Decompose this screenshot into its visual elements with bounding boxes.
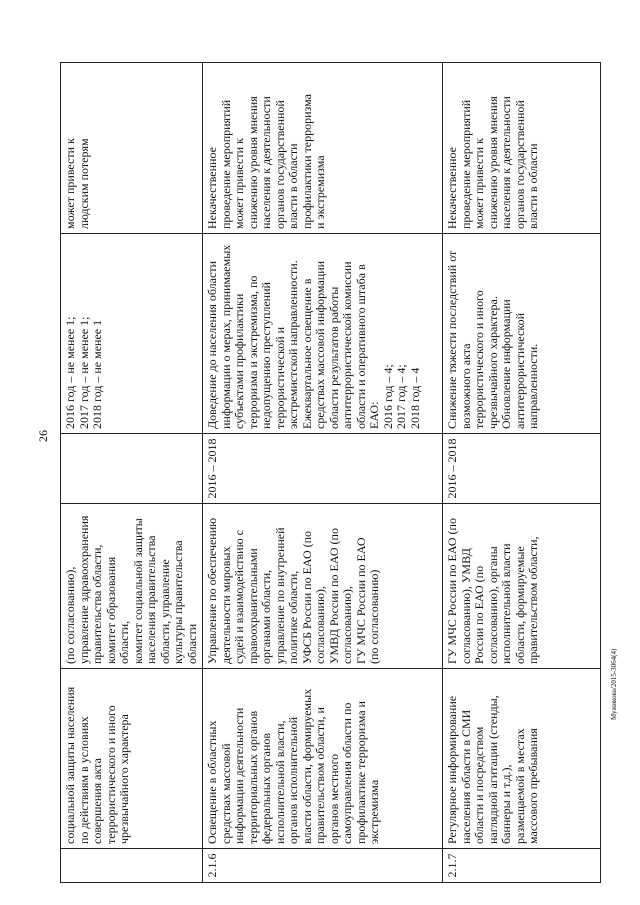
cell-expected-result-line: 2018 год – 4 xyxy=(407,367,422,429)
cell-expected-result-line: направленности. xyxy=(526,343,540,429)
cell-expected-result-line: 2018 год – не менее 1 xyxy=(90,319,104,429)
cell-risk-line: проведение мероприятий xyxy=(458,99,473,229)
cell-executors-line: управление здравоохранения xyxy=(76,515,91,664)
cell-measure-title-line: по действиям в условиях xyxy=(76,716,91,844)
cell-measure-title-line: массового пребывания xyxy=(526,728,540,844)
table-row xyxy=(203,63,443,883)
rotated-table-container xyxy=(60,63,600,883)
cell-expected-result-line: недопущению преступлений xyxy=(259,282,273,429)
cell-term: 2016 – 2018 xyxy=(203,434,443,504)
cell-measure-title-line: информации деятельности xyxy=(232,707,246,844)
cell-executors-line: судей и взаимодействию с xyxy=(232,530,246,664)
cell-measure-title-line: Освещение в областных xyxy=(205,720,219,844)
cell-executors xyxy=(203,504,443,669)
cell-expected-result-line: чрезвычайного характера. xyxy=(485,296,500,429)
cell-measure-title-line: средствах массовой xyxy=(218,743,233,844)
cell-executors-line: согласованию), органы xyxy=(485,546,500,664)
cell-term: 2016 – 2018 xyxy=(443,434,601,504)
cell-measure-title-line: размещаемой в местах xyxy=(512,728,527,844)
cell-executors-line: УМВД России по ЕАО (по xyxy=(326,528,341,664)
cell-number: 2.1.7 xyxy=(443,849,601,883)
cell-measure-title-line: террористического и иного xyxy=(103,705,118,844)
cell-risk-line: профилактики терроризма xyxy=(299,94,314,229)
table-row xyxy=(61,63,203,883)
cell-measure-title-line: самоуправления области по xyxy=(340,702,354,844)
cell-executors-line: России по ЕАО (по xyxy=(472,565,486,664)
cell-expected-result-line: информации о мерах, принимаемых xyxy=(218,244,233,429)
cell-risk-line: людским потерям xyxy=(76,138,91,229)
cell-executors xyxy=(443,504,601,669)
cell-number xyxy=(61,849,203,883)
cell-expected-result-line: субъектами профилактики xyxy=(232,293,246,429)
cell-executors-line: комитет социальной защиты xyxy=(130,518,145,664)
cell-executors-line: области xyxy=(184,623,199,664)
cell-risk xyxy=(443,63,601,234)
cell-executors-line: политике области, xyxy=(286,570,300,664)
cell-executors-line: деятельности мировых xyxy=(218,546,233,664)
cell-executors-line: ГУ МЧС России по ЕАО (по xyxy=(445,518,459,664)
cell-term xyxy=(61,434,203,504)
cell-measure-title-line: экстремизма xyxy=(367,779,381,844)
cell-measure-title-line: территориальных органов xyxy=(245,710,260,844)
cell-executors-line: (по согласованию) xyxy=(367,569,381,664)
cell-risk-line: снижению уровня мнения xyxy=(245,96,260,229)
cell-measure-title-line: наглядной агитации (стенды, xyxy=(485,695,500,844)
cell-expected-result-line: террористической и xyxy=(272,326,287,429)
cell-executors-line: согласованию), xyxy=(340,586,354,664)
cell-executors-line: правительства области, xyxy=(90,544,104,664)
cell-measure-title-line: населения области в СМИ xyxy=(458,709,473,844)
cell-measure-title xyxy=(61,669,203,849)
cell-expected-result-line: Ежеквартальное освещение в xyxy=(299,278,314,429)
cell-measure-title-line: баннеры и т.д.), xyxy=(499,764,513,844)
cell-expected-result-line: антитеррористической xyxy=(512,312,527,429)
cell-expected-result-line: 2017 год – не менее 1; xyxy=(76,316,91,429)
cell-measure-title-line: органов местного xyxy=(326,753,341,844)
cell-risk-line: населения к деятельности xyxy=(499,96,513,229)
cell-risk xyxy=(203,63,443,234)
cell-executors-line: исполнительной власти xyxy=(499,543,513,664)
cell-risk-line: органов государственной xyxy=(512,100,527,229)
cell-executors-line: управление по внутренней xyxy=(272,527,287,664)
cell-expected-result-line: терроризма и экстремизма, по xyxy=(245,275,260,429)
cell-executors-line: органами области, xyxy=(259,569,273,664)
cell-executors-line: культуры правительства xyxy=(171,540,185,664)
cell-measure-title-line: чрезвычайного характера xyxy=(117,714,131,844)
cell-executors-line: (по согласованию), xyxy=(63,566,77,664)
cell-risk xyxy=(61,63,203,234)
cell-executors-line: ГУ МЧС России по ЕАО xyxy=(353,537,368,664)
cell-risk-line: может привести к xyxy=(63,138,77,229)
cell-risk-line: власти в области xyxy=(526,143,540,229)
cell-expected-result-line: средствах массовой информации xyxy=(313,260,327,429)
cell-risk-line: может привести к xyxy=(232,138,246,229)
cell-expected-result-line: 2017 год – 4; xyxy=(394,364,408,429)
page-number: 26 xyxy=(36,430,50,442)
cell-measure-title-line: социальной защиты населения xyxy=(63,686,77,844)
table-row xyxy=(443,63,601,883)
cell-risk-line: органов государственной xyxy=(272,100,287,229)
cell-expected-result-line: области и оперативного штаба в xyxy=(353,264,368,429)
cell-executors-line: Управление по обеспечению xyxy=(205,517,219,664)
cell-risk-line: Некачественное xyxy=(205,147,219,229)
cell-risk-line: и экстремизма xyxy=(313,155,327,229)
cell-expected-result-line: террористического и иного xyxy=(472,290,486,429)
cell-measure-title-line: совершения акта xyxy=(90,758,104,844)
cell-risk-line: может привести к xyxy=(472,138,486,229)
cell-expected-result-line: Снижение тяжести последствий от xyxy=(445,250,459,429)
cell-expected-result xyxy=(443,234,601,434)
cell-measure-title-line: органов исполнительной xyxy=(286,716,300,844)
cell-executors-line: комитет образования xyxy=(103,556,118,664)
cell-executors-line: правоохранительными xyxy=(245,548,260,664)
cell-expected-result-line: антитеррористической комиссии xyxy=(340,261,354,429)
cell-executors-line: населения правительства xyxy=(144,535,158,664)
cell-number: 2.1.6 xyxy=(203,849,443,883)
cell-expected-result-line: возможного акта xyxy=(458,343,473,429)
cell-expected-result xyxy=(61,234,203,434)
cell-executors-line: области, формируемые xyxy=(512,546,527,664)
cell-executors xyxy=(61,504,203,669)
cell-expected-result-line: 2016 год – 4; xyxy=(380,364,395,429)
cell-executors-line: области, xyxy=(117,620,131,664)
cell-expected-result-line: 2016 год – не менее 1; xyxy=(63,316,77,429)
program-measures-table xyxy=(60,62,601,883)
cell-expected-result-line: Доведение до населения области xyxy=(205,261,219,429)
cell-risk-line: населения к деятельности xyxy=(259,96,273,229)
cell-measure-title-line: власти области, формируемых xyxy=(299,688,314,844)
cell-expected-result-line: ЕАО: xyxy=(367,401,381,429)
cell-measure-title-line: области и посредством xyxy=(472,726,486,844)
cell-executors-line: правительством области, xyxy=(526,536,540,664)
cell-risk-line: снижению уровня мнения xyxy=(485,96,500,229)
footer-code: Мужикова/2015-3064(4) xyxy=(610,648,618,720)
cell-executors-line: согласованию), УМВД xyxy=(458,548,473,664)
cell-measure-title-line: исполнительной власти, xyxy=(272,720,287,844)
cell-risk-line: власти в области xyxy=(286,143,300,229)
cell-executors-line: согласованию), xyxy=(313,586,327,664)
cell-risk-line: проведение мероприятий xyxy=(218,99,233,229)
cell-expected-result-line: Обновление информации xyxy=(499,299,513,429)
cell-measure-title-line: правительством области, и xyxy=(313,707,327,844)
cell-expected-result xyxy=(203,234,443,434)
cell-executors-line: области, управление xyxy=(157,559,172,664)
cell-expected-result-line: области результатов работы xyxy=(326,286,341,429)
cell-expected-result-line: экстремистской направленности. xyxy=(286,260,300,429)
cell-measure-title-line: федеральных органов xyxy=(259,732,273,844)
cell-measure-title xyxy=(443,669,601,849)
cell-measure-title-line: профилактике терроризма и xyxy=(353,701,368,844)
cell-measure-title-line: Регулярное информирование xyxy=(445,695,459,844)
cell-executors-line: УФСБ России по ЕАО (по xyxy=(299,530,314,664)
cell-measure-title xyxy=(203,669,443,849)
cell-risk-line: Некачественное xyxy=(445,147,459,229)
